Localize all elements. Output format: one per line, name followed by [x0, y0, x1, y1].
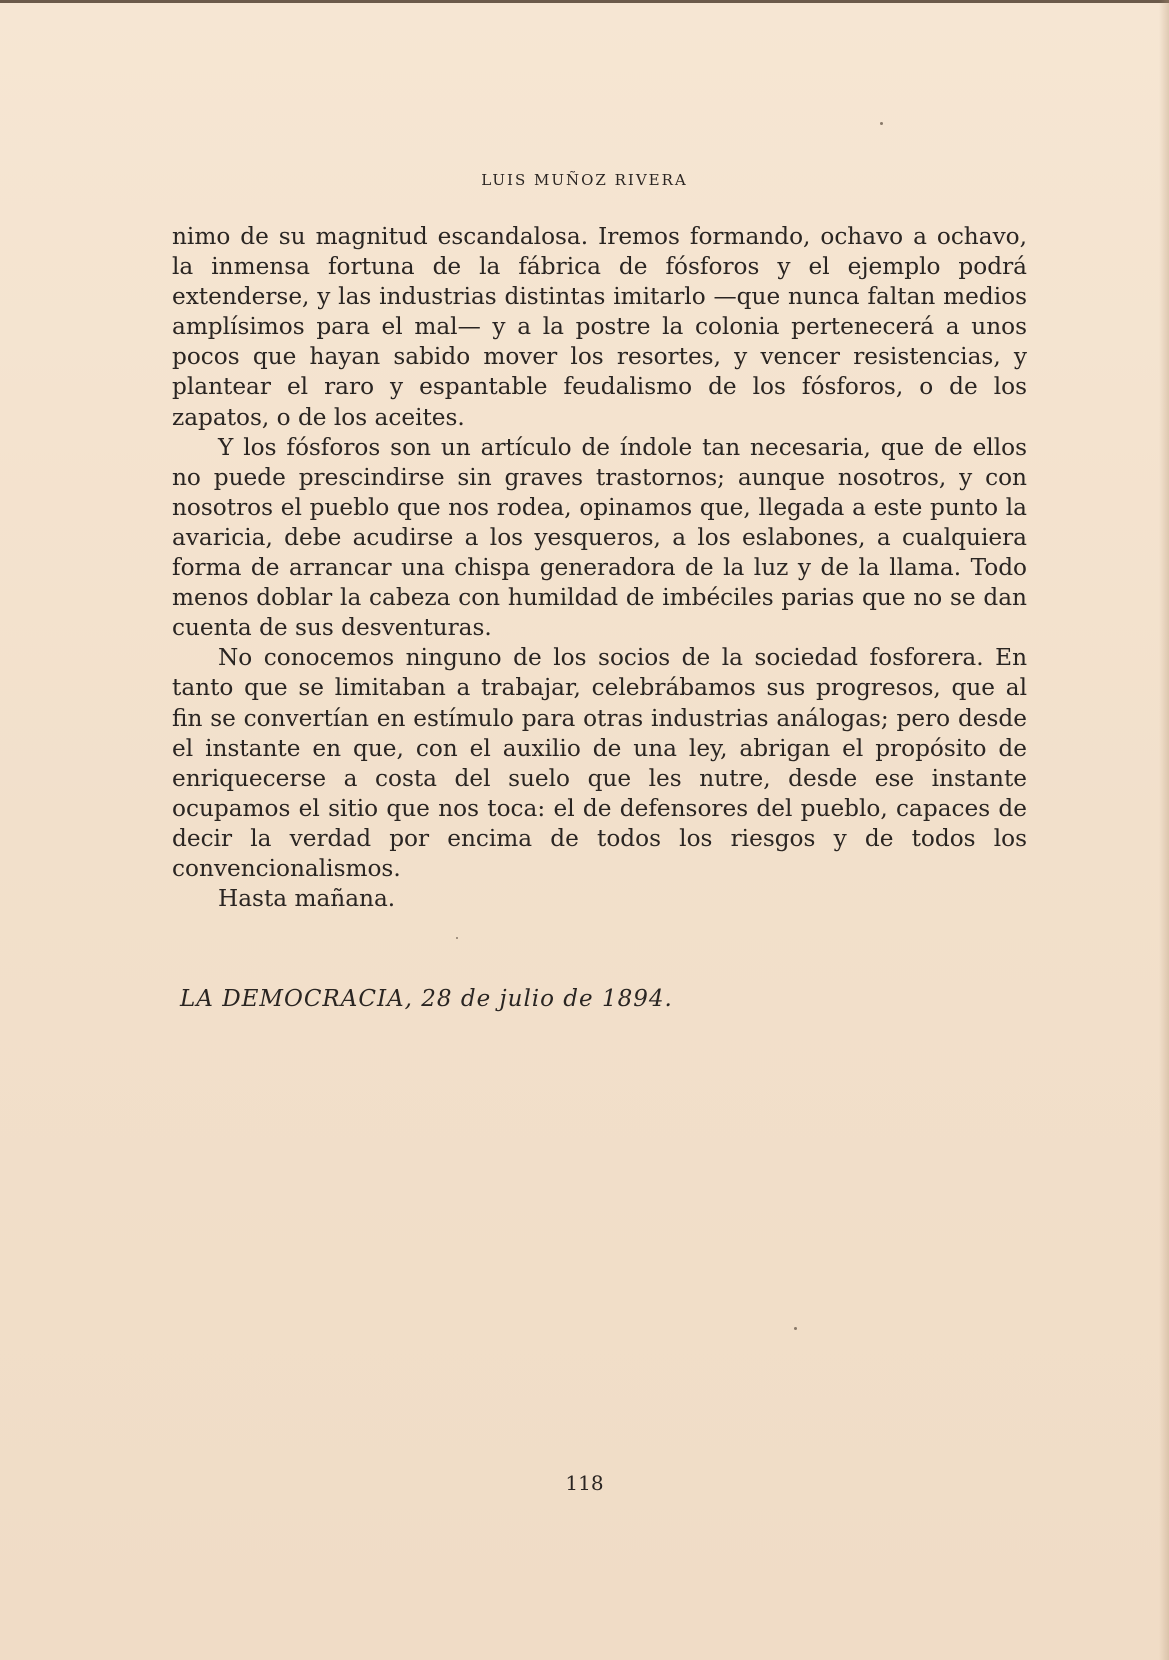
paragraph-2: Y los fósforos son un artículo de índole tan necesaria, que de ellos no puede prescindirse sin graves trastornos; aunque nosotros, y con nosotros el pueblo que nos rodea, opinamos que, llegada a este punto la avaricia, debe acudirse a los yesqueros, a los eslabones, a cualquiera forma de arrancar una chispa generadora de la luz y de la llama. Todo menos doblar la cabeza con humildad de imbéciles parias que no se dan cuenta de sus desventuras.	[172, 433, 1027, 642]
paragraph-3: No conocemos ninguno de los socios de la sociedad fosforera. En tanto que se limitaban a trabajar, celebrábamos sus progresos, que al fin se convertían en estímulo para otras industrias análogas; pero desde el instante en que, con el auxilio de una ley, abrigan el propósito de enriquecerse a costa del suelo que les nutre, desde ese instante ocupamos el sitio que nos toca: el de defensores del pueblo, capaces de decir la verdad por encima de todos los riesgos y de todos los convencionalismos.	[172, 644, 1027, 882]
paper-speck	[880, 122, 883, 125]
page-number: 118	[565, 1471, 604, 1495]
running-head: LUIS MUÑOZ RIVERA	[481, 171, 688, 189]
page-right-edge	[1159, 0, 1169, 1660]
page-top-edge	[0, 0, 1169, 3]
body-text	[172, 222, 1027, 914]
source-citation: LA DEMOCRACIA, 28 de julio de 1894.	[180, 986, 673, 1012]
paragraph-1: nimo de su magnitud escandalosa. Iremos formando, ochavo a ochavo, la inmensa fortuna de la fábrica de fósforos y el ejemplo podrá extenderse, y las industrias distintas imitarlo —que nunca faltan medios amplísimos para el mal— y a la postre la colonia pertenecerá a unos pocos que hayan sabido mover los resortes, y vencer resistencias, y plantear el raro y espantable feudalismo de los fósforos, o de los zapatos, o de los aceites.	[172, 223, 1027, 431]
paper-speck	[794, 1327, 797, 1330]
closing-line: Hasta mañana.	[218, 885, 396, 913]
paper-speck	[456, 937, 458, 939]
